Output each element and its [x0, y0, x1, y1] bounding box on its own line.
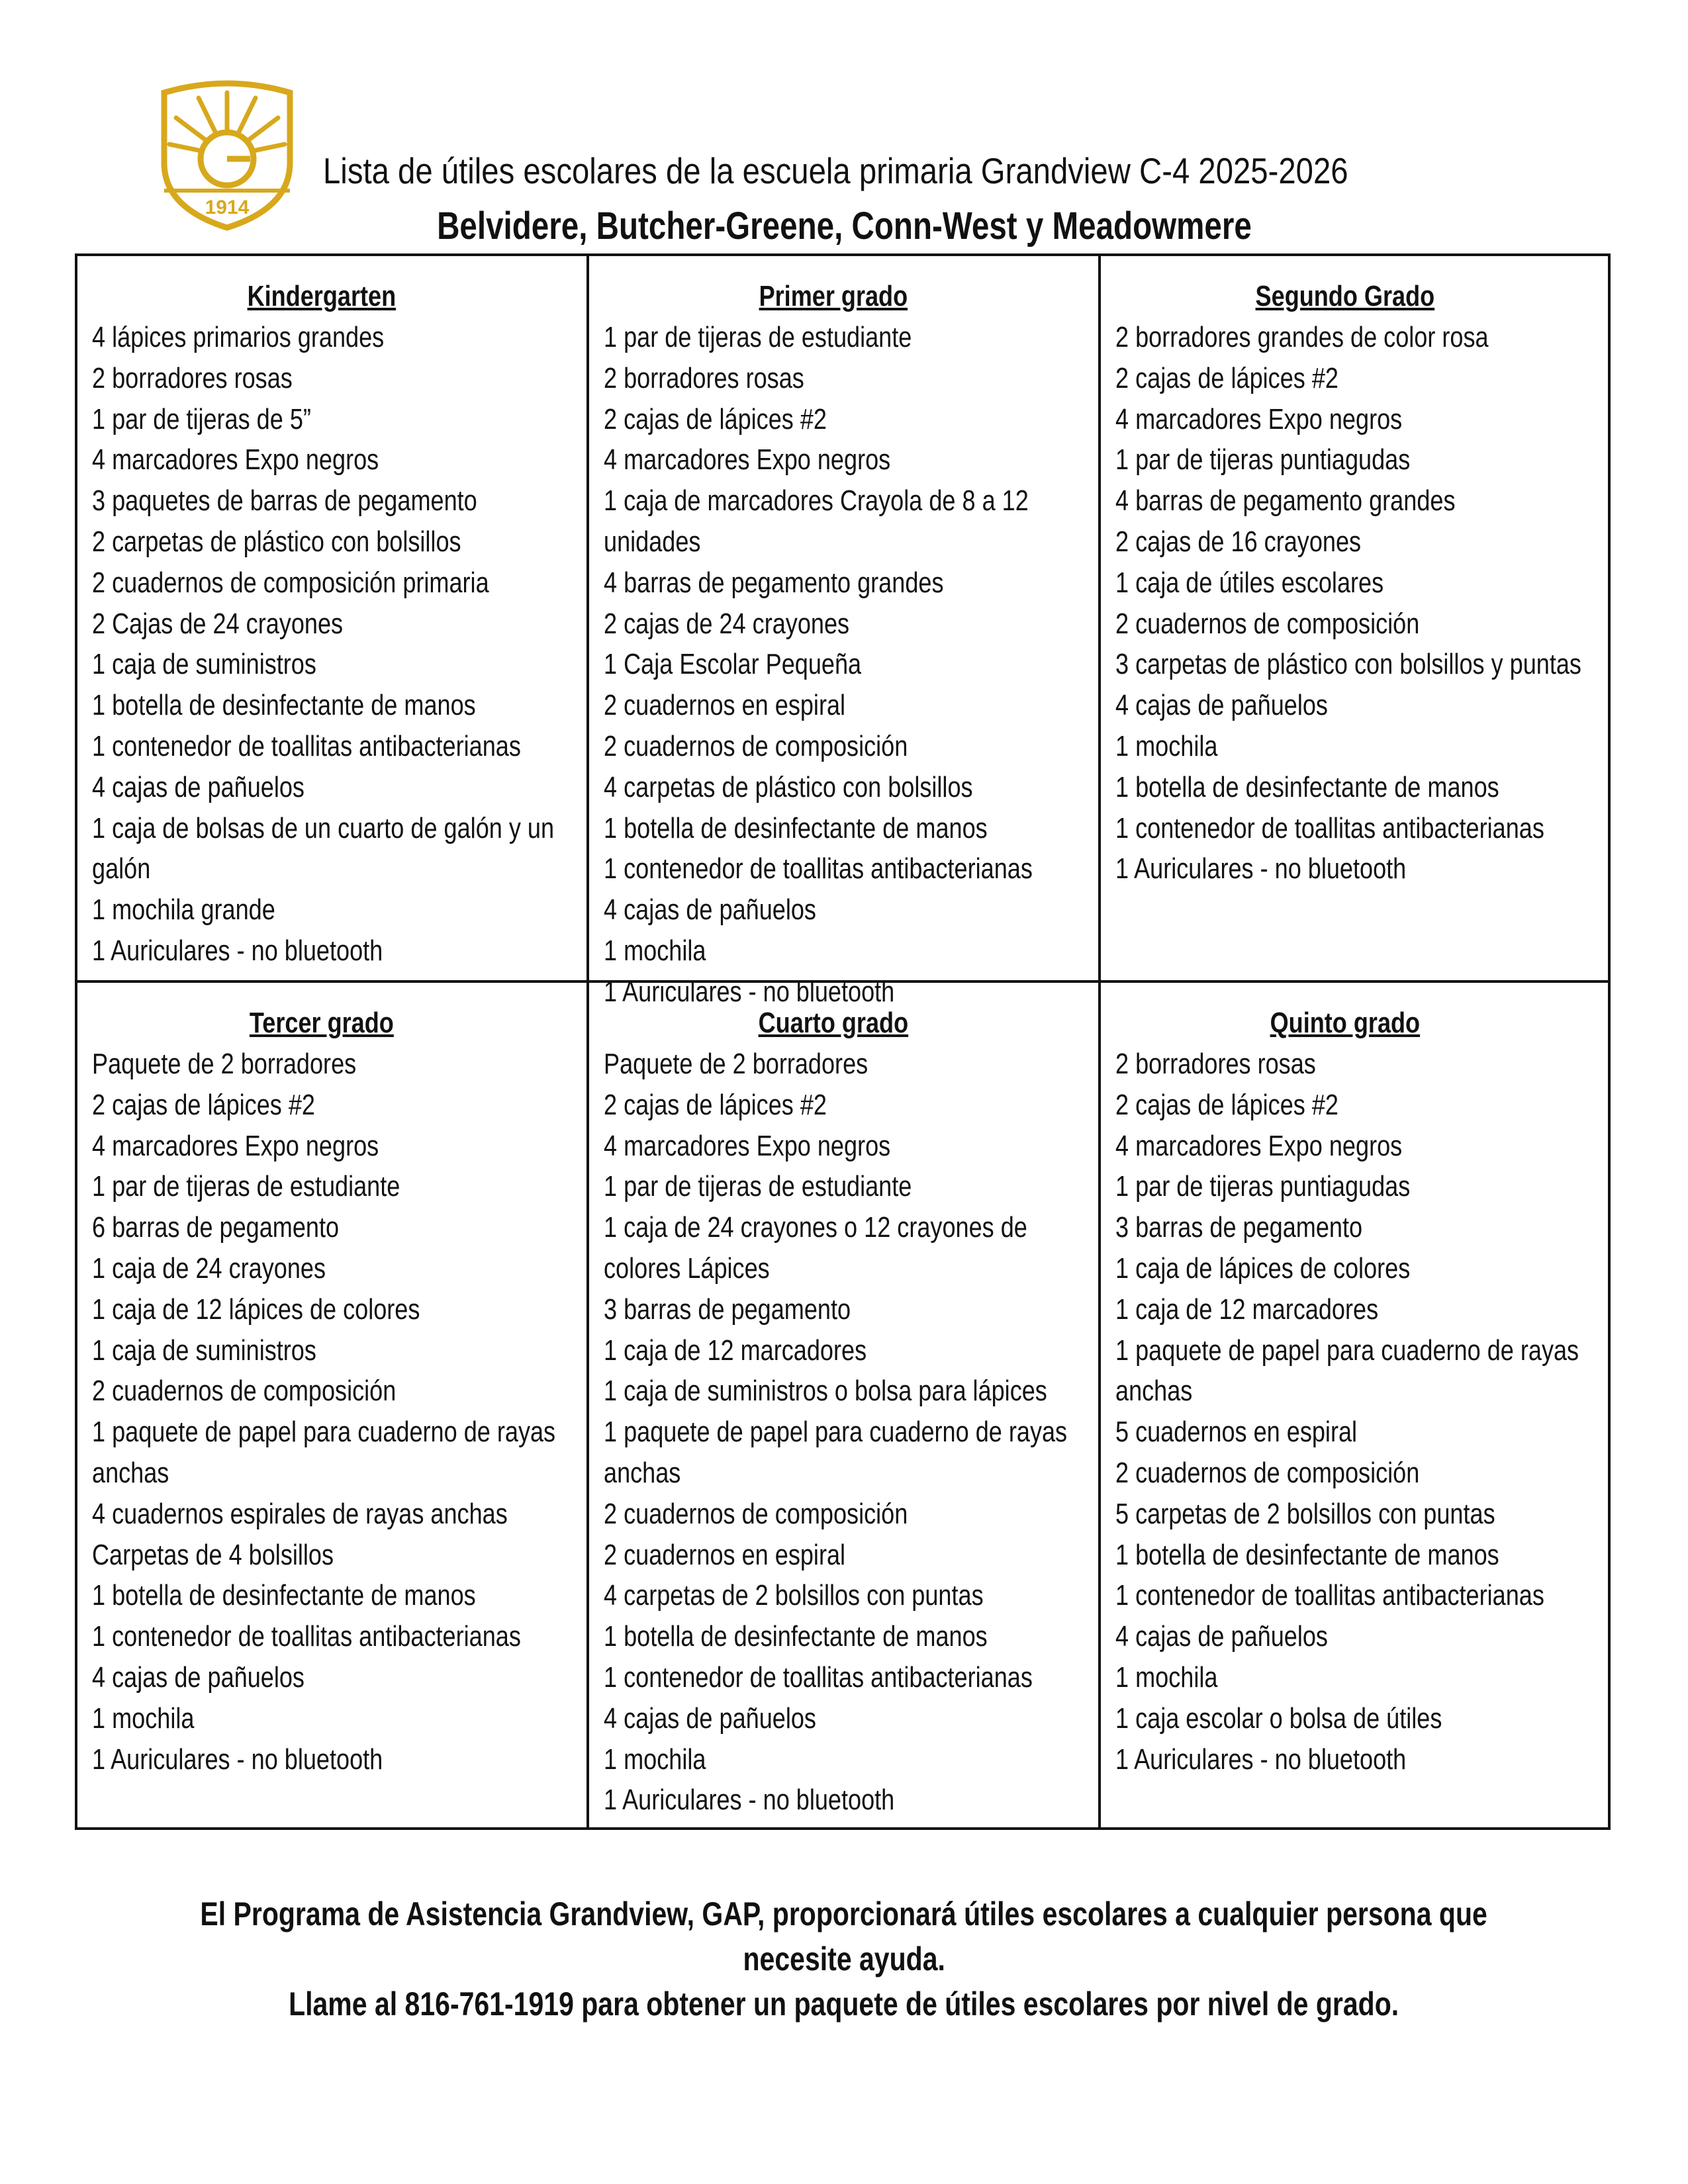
grade-cell-quinto [1101, 983, 1608, 1827]
supply-item: 5 carpetas de 2 bolsillos con puntas [1115, 1497, 1495, 1530]
grade-cell-segundo [1101, 256, 1608, 983]
schools-subtitle-text: Belvidere, Butcher-Greene, Conn-West y Meadowmere [436, 205, 1252, 248]
supply-item: 4 cuadernos espirales de rayas anchas [92, 1497, 508, 1530]
supply-item: 2 cuadernos de composición primaria [92, 566, 489, 599]
supply-item: 2 carpetas de plástico con bolsillos [92, 525, 461, 558]
supply-item: 1 par de tijeras de estudiante [604, 321, 912, 353]
supply-item: 1 caja de lápices de colores [1115, 1251, 1411, 1285]
supply-item: 4 marcadores Expo negros [92, 443, 379, 477]
supply-item: 4 cajas de pañuelos [1115, 1620, 1328, 1653]
supply-item: Carpetas de 4 bolsillos [92, 1538, 334, 1571]
supply-item: 1 Auriculares - no bluetooth [604, 975, 895, 1008]
supply-item: Paquete de 2 borradores [604, 1048, 868, 1080]
supply-list [604, 317, 1082, 1013]
grade-cell-kindergarten [77, 256, 589, 983]
supply-item: 2 Cajas de 24 crayones [92, 607, 344, 640]
supply-item: 1 caja de 24 crayones o 12 crayones de colores Lápices [604, 1211, 1027, 1285]
supply-item: 1 caja de bolsas de un cuarto de galón y un galón [92, 811, 555, 886]
grade-title: Segundo Grado [1255, 280, 1435, 312]
supply-item: 1 botella de desinfectante de manos [92, 689, 476, 722]
supply-item: 1 mochila grande [92, 893, 275, 927]
assistance-note [0, 1891, 1688, 2026]
supply-item: 1 Auriculares - no bluetooth [1115, 852, 1407, 886]
supply-item: 2 borradores rosas [604, 361, 804, 394]
supply-item: 1 botella de desinfectante de manos [604, 811, 988, 844]
supply-grid [75, 253, 1611, 1830]
supply-item: 2 cajas de lápices #2 [604, 1088, 827, 1121]
logo-year: 1914 [205, 197, 250, 218]
grade-title: Primer grado [759, 280, 908, 312]
supply-item: 1 paquete de papel para cuaderno de rayas anchas [1115, 1334, 1579, 1408]
supply-item: 4 barras de pegamento grandes [604, 566, 944, 599]
supply-item: 1 caja de 24 crayones [92, 1251, 326, 1285]
supply-item: 2 cajas de lápices #2 [1115, 1088, 1338, 1121]
supply-list [1115, 1044, 1593, 1780]
supply-list [604, 1044, 1082, 1821]
grade-cell-tercer [77, 983, 589, 1827]
supply-item: 1 mochila [1115, 1661, 1218, 1694]
supply-item: 1 botella de desinfectante de manos [92, 1579, 476, 1612]
supply-item: 4 cajas de pañuelos [1115, 689, 1328, 722]
supply-item: 1 botella de desinfectante de manos [1115, 1538, 1499, 1571]
supply-item: 2 cajas de lápices #2 [604, 402, 827, 435]
supply-item: 1 contenedor de toallitas antibacterianas [92, 729, 521, 762]
supply-item: 2 borradores rosas [92, 361, 293, 394]
supply-item: 4 cajas de pañuelos [604, 893, 816, 927]
schools-subtitle [0, 200, 1688, 253]
supply-item: 1 caja escolar o bolsa de útiles [1115, 1702, 1442, 1735]
supply-item: 2 borradores rosas [1115, 1048, 1316, 1080]
supply-item: 1 par de tijeras de estudiante [92, 1170, 400, 1203]
supply-item: 6 barras de pegamento [92, 1211, 340, 1244]
supply-item: 1 caja de 12 lápices de colores [92, 1293, 420, 1326]
supply-item: 2 borradores grandes de color rosa [1115, 321, 1489, 353]
supply-item: 1 mochila [604, 1743, 706, 1776]
supply-item: 2 cuadernos de composición [604, 729, 908, 762]
supply-item: 1 caja de marcadores Crayola de 8 a 12 unidades [604, 484, 1029, 558]
supply-item: 4 marcadores Expo negros [1115, 1129, 1403, 1162]
supply-item: 4 lápices primarios grandes [92, 321, 385, 353]
supply-item: 2 cuadernos de composición [604, 1497, 908, 1530]
supply-item: 1 caja de suministros o bolsa para lápices [604, 1375, 1047, 1408]
supply-item: 1 par de tijeras puntiagudas [1115, 443, 1411, 477]
supply-item: 3 paquetes de barras de pegamento [92, 484, 477, 518]
supply-item: 1 Auriculares - no bluetooth [604, 1784, 895, 1817]
supply-item: 1 mochila [1115, 729, 1218, 762]
supply-item: 4 cajas de pañuelos [92, 770, 305, 803]
supply-item: 1 contenedor de toallitas antibacterianas [604, 1661, 1033, 1694]
supply-item: 1 caja de suministros [92, 648, 316, 681]
supply-list [1115, 317, 1593, 889]
supply-item: 2 cajas de lápices #2 [1115, 361, 1338, 394]
supply-item: 1 contenedor de toallitas antibacterianas [1115, 811, 1544, 844]
supply-item: 2 cajas de lápices #2 [92, 1088, 315, 1121]
supply-item: 1 contenedor de toallitas antibacterianas [92, 1620, 521, 1653]
supply-item: 4 cajas de pañuelos [92, 1661, 305, 1694]
supply-item: 2 cuadernos en espiral [604, 689, 846, 722]
supply-item: 4 marcadores Expo negros [604, 1129, 891, 1162]
supply-item: 1 par de tijeras de estudiante [604, 1170, 912, 1203]
page-title: Lista de útiles escolares de la escuela primaria Grandview C-4 2025-2026 [323, 150, 1348, 191]
supply-item: 4 carpetas de plástico con bolsillos [604, 770, 973, 803]
assistance-note-line: El Programa de Asistencia Grandview, GAP, proporcionará útiles escolares a cualquier persona que [200, 1895, 1488, 1933]
supply-item: 4 cajas de pañuelos [604, 1702, 816, 1735]
supply-item: 4 carpetas de 2 bolsillos con puntas [604, 1579, 984, 1612]
supply-item: Paquete de 2 borradores [92, 1048, 357, 1080]
supply-item: 1 botella de desinfectante de manos [604, 1620, 988, 1653]
grade-title: Kindergarten [247, 280, 397, 312]
grade-cell-primer [589, 256, 1101, 1008]
supply-item: 1 botella de desinfectante de manos [1115, 770, 1499, 803]
grade-title: Tercer grado [249, 1007, 394, 1039]
grade-cell-cuarto [589, 983, 1101, 1827]
supply-item: 2 cuadernos en espiral [604, 1538, 846, 1571]
supply-item: 1 Caja Escolar Pequeña [604, 648, 862, 681]
supply-list [92, 1044, 570, 1780]
supply-item: 1 caja de 12 marcadores [1115, 1293, 1379, 1326]
supply-item: 4 marcadores Expo negros [604, 443, 891, 477]
supply-item: 1 contenedor de toallitas antibacterianas [1115, 1579, 1544, 1612]
supply-item: 2 cajas de 16 crayones [1115, 525, 1362, 558]
supply-item: 4 barras de pegamento grandes [1115, 484, 1456, 518]
supply-item: 2 cuadernos de composición [92, 1375, 397, 1408]
supply-item: 1 caja de 12 marcadores [604, 1334, 867, 1367]
supply-item: 1 Auriculares - no bluetooth [92, 934, 383, 967]
supply-item: 1 paquete de papel para cuaderno de rayas anchas [604, 1416, 1068, 1489]
assistance-note-line: necesite ayuda. [743, 1940, 945, 1978]
supply-item: 2 cuadernos de composición [1115, 607, 1420, 640]
supply-item: 1 par de tijeras puntiagudas [1115, 1170, 1411, 1203]
supply-item: 1 par de tijeras de 5” [92, 402, 311, 435]
supply-item: 1 mochila [604, 934, 706, 967]
supply-list [92, 317, 570, 972]
grade-title: Cuarto grado [758, 1007, 909, 1039]
supply-item: 1 Auriculares - no bluetooth [1115, 1743, 1407, 1776]
supply-item: 5 cuadernos en espiral [1115, 1416, 1358, 1449]
supply-item: 2 cajas de 24 crayones [604, 607, 850, 640]
supply-item: 4 marcadores Expo negros [1115, 402, 1403, 435]
supply-item: 4 marcadores Expo negros [92, 1129, 379, 1162]
assistance-phone-line: Llame al 816-761-1919 para obtener un paquete de útiles escolares por nivel de grado. [289, 1985, 1399, 2023]
supply-item: 1 Auriculares - no bluetooth [92, 1743, 383, 1776]
supply-item: 1 mochila [92, 1702, 195, 1735]
supply-item: 1 contenedor de toallitas antibacterianas [604, 852, 1033, 886]
supply-item: 3 barras de pegamento [1115, 1211, 1363, 1244]
grade-title: Quinto grado [1270, 1007, 1421, 1039]
supply-item: 3 barras de pegamento [604, 1293, 851, 1326]
supply-item: 1 caja de suministros [92, 1334, 316, 1367]
supply-item: 3 carpetas de plástico con bolsillos y puntas [1115, 648, 1581, 681]
supply-item: 1 caja de útiles escolares [1115, 566, 1384, 599]
supply-item: 2 cuadernos de composición [1115, 1456, 1420, 1489]
supply-item: 1 paquete de papel para cuaderno de rayas anchas [92, 1416, 556, 1489]
